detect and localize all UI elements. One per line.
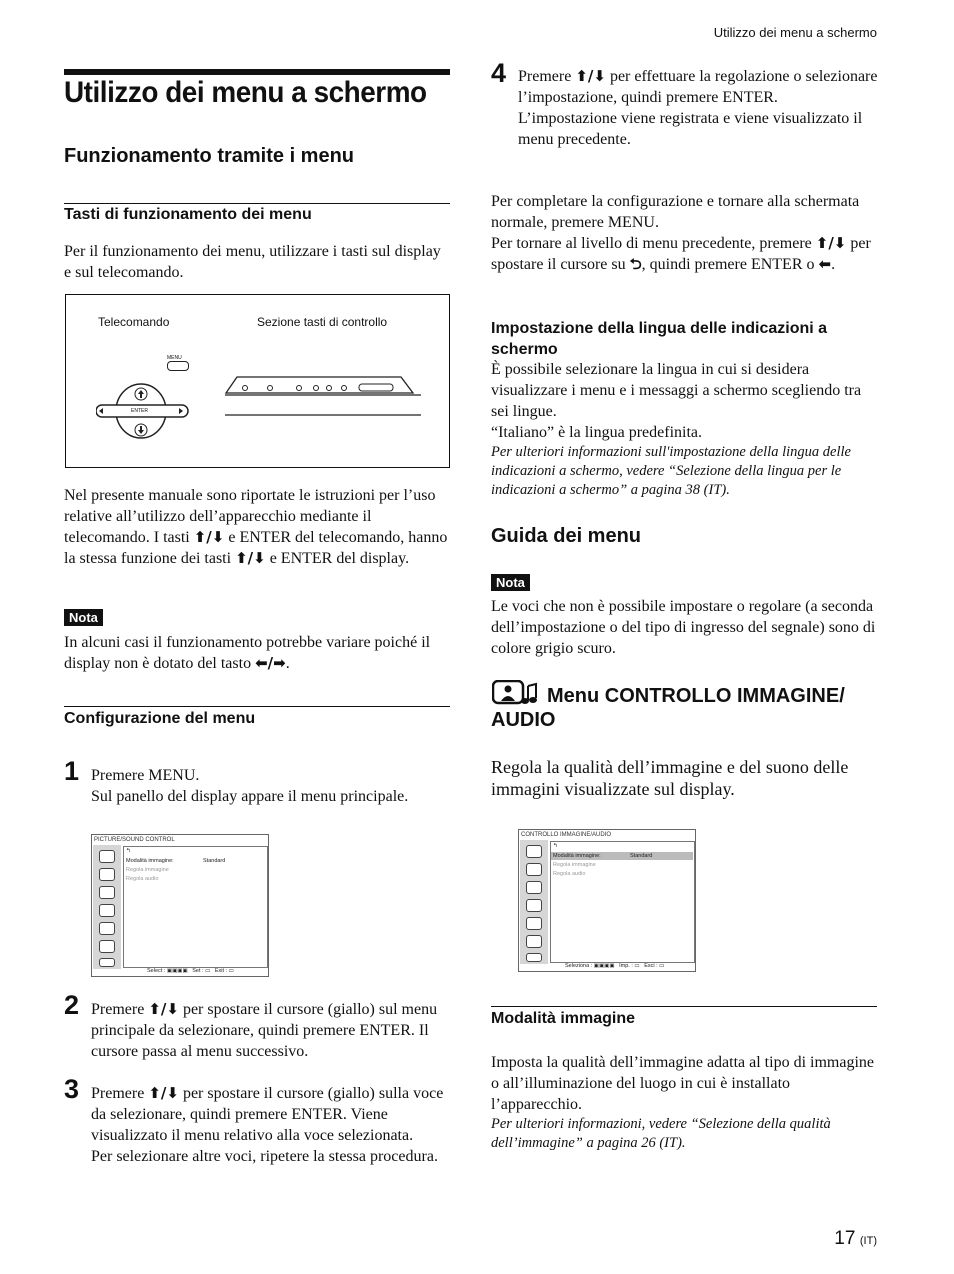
figure-label-panel: Sezione tasti di controllo [257,315,388,329]
screen-item: Modalità immagine: [553,853,601,859]
menu-icon [526,881,542,894]
step2-text: Premere ⬆/⬇ per spostare il cursore (giallo) sul menu principale da selezionare, quindi premere ENTER. Il cursore passa al menu successivo. [91,1000,438,1060]
step1-text: Premere MENU. Sul panello del display appare il menu principale. [91,767,409,805]
picture-sound-icon [99,850,115,863]
paragraph-lingua: È possibile selezionare la lingua in cui si desidera visualizzare i menu e i messaggi a schermo scegliendo tra sei lingue. “Italiano” è la lingua predefinita. Per ulteriori informazioni sull'impostazione della lingua delle indicazioni a schermo, vedere “Selezione della lingua per le indicazioni a schermo” a pagina 38 (IT). [491,361,862,498]
screen-header: CONTROLLO IMMAGINE/AUDIO [521,832,612,838]
divider [64,706,450,707]
screen-item: Regola immagine [553,862,596,868]
subheading-lingua: Impostazione della lingua delle indicazioni a schermo [491,320,828,358]
screen-sidebar [520,840,548,964]
screen-sidebar [93,845,121,969]
arrow-left-icon: ⬅ [818,255,832,273]
divider [64,203,450,204]
arrow-left-right-icon: ⬅/➡ [255,654,286,672]
nota-text: Le voci che non è possibile impostare o regolare (a seconda dell’impostazione o del tipo di ingresso del segnale) sono di colore grigio scuro. [491,598,876,657]
menu-icon [526,935,542,948]
menu-button-label: MENU [167,355,182,361]
paragraph-menu-controllo: Regola la qualità dell’immagine e del suono delle immagini visualizzate sul display. [491,757,849,799]
paragraph-complete: Per completare la configurazione e tornare alla schermata normale, premere MENU. Per tornare al livello di menu precedente, premere ⬆/⬇ per spostare il cursore su ⮌, quindi premere ENTER o ⬅. [491,193,871,273]
arrow-up-down-icon: ⬆/⬇ [575,67,606,85]
menu-screenshot-italian [518,829,696,972]
running-header: Utilizzo dei menu a schermo [713,25,877,40]
menu-icon [526,917,542,930]
screen-item-value: Standard [630,853,653,859]
return-icon: ⮌ [629,255,642,273]
return-icon: ↰ [553,843,558,849]
screen-content [123,846,268,968]
arrow-up-down-icon: ⬆/⬇ [815,234,847,252]
arrow-up-down-icon: ⬆/⬇ [193,528,225,546]
paragraph-modalita: Imposta la qualità dell’immagine adatta al tipo di immagine o all’illuminazione del luogo in cui è installato l’apparecchio. Per ulteriori informazioni, vedere “Selezione della qualità dell’immagine” a pagina 26 (IT). [491,1054,874,1151]
screen-item: Regola immagine [126,867,169,873]
screen-footer: Select : ▣▣▣▣ Set : ▭ Exit : ▭ [147,968,234,974]
nota-label: Nota [491,574,530,591]
subheading-modalita: Modalità immagine [491,1010,636,1027]
step-number: 2 [64,990,80,1020]
step3-text: Premere ⬆/⬇ per spostare il cursore (giallo) sulla voce da selezionare, quindi premere ENTER. Viene visualizzato il menu relativo alla voce selezionata. Per selezionare altre voci, ripetere la stessa procedura. [91,1084,444,1165]
screen-item-value: Standard [203,858,226,864]
step-number: 3 [64,1074,80,1104]
screen-item: Regola audio [553,871,586,877]
nota-text: In alcuni casi il funzionamento potrebbe variare poiché il display non è dotato del tasto ⬅/➡. [64,634,431,672]
step-number: 4 [491,58,507,88]
menu-icon [99,922,115,935]
controls-figure [65,294,450,468]
step-number: 1 [64,756,80,786]
menu-icon [99,958,115,967]
menu-icon [99,886,115,899]
section-heading-guida: Guida dei menu [491,525,642,547]
menu-icon [526,899,542,912]
page-title: Utilizzo dei menu a schermo [64,76,427,109]
screen-header: PICTURE/SOUND CONTROL [94,837,175,843]
control-panel-drawing [223,371,423,417]
picture-sound-icon [526,845,542,858]
menu-icon [526,863,542,876]
subheading-config: Configurazione del menu [64,710,256,727]
arrow-up-down-icon: ⬆/⬇ [235,549,266,567]
menu-icon [99,940,115,953]
screen-footer: Seleziona : ▣▣▣▣ Imp. : ▭ Esci : ▭ [565,963,665,969]
menu-screenshot-english [91,834,269,977]
arrow-up-down-icon: ⬆/⬇ [148,1000,179,1018]
menu-icon [99,868,115,881]
subheading-tasti: Tasti di funzionamento dei menu [64,206,312,223]
paragraph-tasti: Per il funzionamento dei menu, utilizzare i tasti sul display e sul telecomando. [64,243,441,281]
nota-label: Nota [64,609,103,626]
return-icon: ↰ [126,848,131,854]
screen-item: Regola audio [126,876,159,882]
screen-item: Modalità immagine: [126,858,174,864]
enter-label: ENTER [131,408,148,414]
step4-text: Premere ⬆/⬇ per effettuare la regolazione o selezionare l’impostazione, quindi premere ENTER. L’impostazione viene registrata e viene visualizzato il menu precedente. [518,67,878,148]
paragraph-manual: Nel presente manuale sono riportate le istruzioni per l’uso relative all’utilizzo dell’apparecchio mediante il telecomando. I tasti ⬆/⬇ e ENTER del telecomando, hanno la stessa funzione dei tasti ⬆/⬇ e ENTER del display. [64,487,448,567]
page-number: 17 (IT) [834,1228,877,1249]
section-heading-funzionamento: Funzionamento tramite i menu [64,145,355,167]
menu-icon [526,953,542,962]
menu-icon [99,904,115,917]
arrow-up-down-icon: ⬆/⬇ [148,1084,179,1102]
section-heading-menu-controllo: Menu CONTROLLO IMMAGINE/ AUDIO [491,685,845,731]
menu-button-drawing [167,361,189,371]
divider [491,1006,877,1007]
figure-label-remote: Telecomando [98,315,170,329]
title-rule [64,69,450,75]
